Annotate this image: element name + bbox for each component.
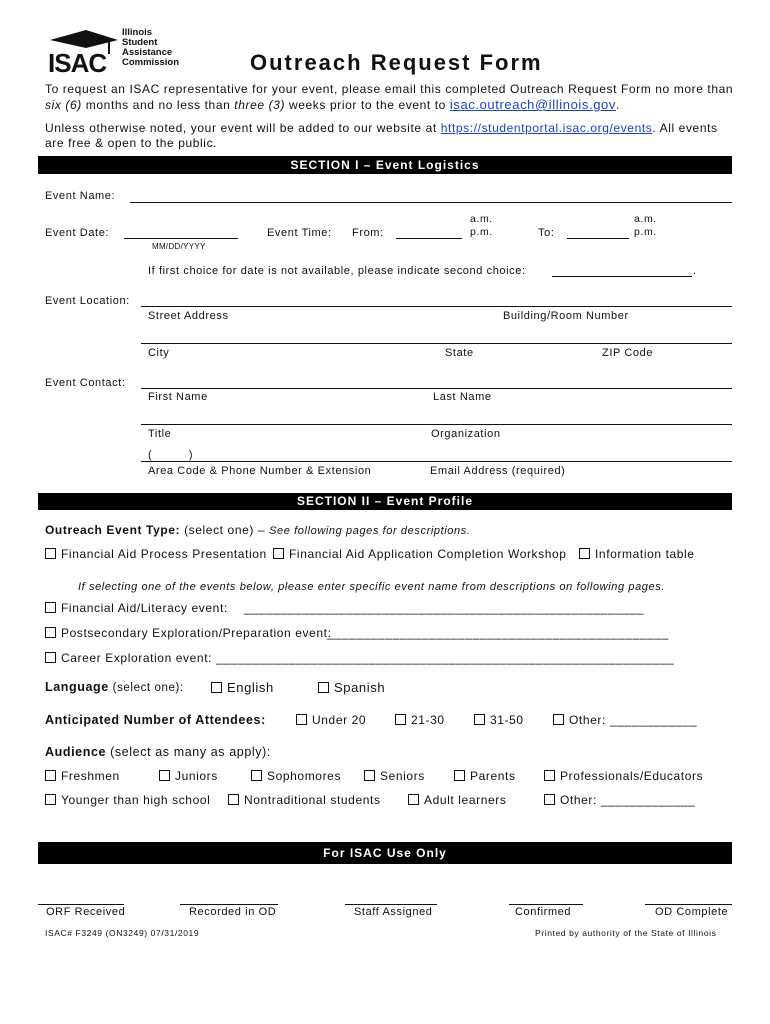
intro-line-2: [45, 97, 620, 112]
svg-text:ISAC: ISAC: [48, 48, 107, 76]
specific-event-note: If selecting one of the events below, please enter specific event name from descriptions on following pages.: [78, 581, 665, 593]
time-to-label: To:: [538, 227, 555, 239]
email-label: Email Address (required): [430, 465, 566, 477]
last-name-label: Last Name: [433, 391, 492, 403]
checkbox[interactable]: [45, 602, 56, 613]
to-ampm: [634, 213, 657, 239]
audience-hint: (select as many as apply):: [106, 745, 271, 759]
checkbox[interactable]: [45, 548, 56, 559]
intro-three: three (3): [234, 98, 286, 112]
fa-literacy-label: Financial Aid/Literacy event:: [61, 601, 228, 615]
logo-line: Student: [122, 37, 158, 48]
option-spanish[interactable]: [318, 680, 385, 695]
recorded-in-od-label: Recorded in OD: [189, 906, 277, 918]
time-to-field[interactable]: [567, 238, 629, 239]
confirmed-field[interactable]: [509, 904, 583, 905]
pm-label: p.m.: [634, 226, 657, 238]
am-label: a.m.: [470, 213, 493, 225]
time-from-label: From:: [352, 227, 384, 239]
audience-label: Audience: [45, 745, 107, 759]
checkbox[interactable]: [474, 714, 485, 725]
logo-line: Commission: [122, 57, 180, 68]
option-freshmen[interactable]: [45, 769, 120, 783]
logo-line: Assistance: [122, 47, 173, 58]
event-type-label: Outreach Event Type:: [45, 523, 181, 537]
postsecondary-label: Postsecondary Exploration/Preparation event:: [61, 626, 332, 640]
checkbox[interactable]: [544, 794, 555, 805]
page-title: Outreach Request Form: [250, 50, 543, 75]
building-label: Building/Room Number: [503, 310, 629, 322]
confirmed-label: Confirmed: [515, 906, 572, 918]
event-date-label: Event Date:: [45, 227, 110, 239]
audience-line: [45, 745, 271, 759]
checkbox[interactable]: [296, 714, 307, 725]
intro-text: To request an ISAC representative for your event, please email this completed Outreach Request Form no more than: [45, 82, 734, 96]
checkbox[interactable]: [395, 714, 406, 725]
option-label: Professionals/Educators: [560, 769, 704, 783]
date-format-hint: MM/DD/YYYY: [152, 242, 206, 251]
event-type-hint: (select one) –: [180, 523, 270, 537]
second-choice-label: If first choice for date is not available, please indicate second choice:: [148, 265, 526, 277]
checkbox[interactable]: [159, 770, 170, 781]
career-field[interactable]: _______________________________________________________________: [216, 651, 675, 665]
checkbox[interactable]: [45, 627, 56, 638]
option-adult-learners[interactable]: [408, 793, 506, 807]
option-label: Nontraditional students: [244, 793, 381, 807]
od-complete-label: OD Complete: [655, 906, 729, 918]
orf-received-label: ORF Received: [46, 906, 126, 918]
checkbox[interactable]: [553, 714, 564, 725]
street-field[interactable]: [141, 306, 732, 307]
option-label: Younger than high school: [61, 793, 211, 807]
intro-line-1: [45, 82, 733, 96]
checkbox[interactable]: [273, 548, 284, 559]
postsecondary-row[interactable]: [45, 626, 332, 640]
phone-email-field[interactable]: [141, 461, 732, 462]
checkbox[interactable]: [579, 548, 590, 559]
second-choice-field[interactable]: [552, 276, 692, 277]
option-parents[interactable]: [454, 769, 516, 783]
option-label: 31-50: [490, 713, 524, 727]
isac-logo: [46, 27, 180, 76]
option-label: Information table: [595, 547, 695, 561]
checkbox[interactable]: [228, 794, 239, 805]
events-website-link[interactable]: https://studentportal.isac.org/events: [440, 121, 653, 135]
organization-label: Organization: [431, 428, 501, 440]
option-seniors[interactable]: [364, 769, 425, 783]
city-state-zip-field[interactable]: [141, 343, 732, 344]
career-label: Career Exploration event:: [61, 651, 213, 665]
intro-text: weeks prior to the event to: [285, 98, 450, 112]
event-type-line: [45, 523, 470, 537]
option-label: Seniors: [380, 769, 425, 783]
event-contact-label: Event Contact:: [45, 377, 126, 389]
from-ampm: [470, 213, 493, 239]
option-label: Spanish: [334, 680, 386, 695]
checkbox[interactable]: [251, 770, 262, 781]
contact-name-field[interactable]: [141, 388, 732, 389]
state-label: State: [445, 347, 474, 359]
option-label: Other: ____________: [569, 713, 698, 727]
checkbox[interactable]: [454, 770, 465, 781]
area-code-parens: ( ): [148, 449, 194, 461]
checkbox[interactable]: [211, 682, 222, 693]
option-label: Sophomores: [267, 769, 342, 783]
title-label: Title: [148, 428, 172, 440]
intro-text: months and no less than: [81, 98, 235, 112]
checkbox[interactable]: [45, 652, 56, 663]
website-note-cont: are free & open to the public.: [45, 136, 218, 150]
website-note-text: Unless otherwise noted, your event will be added to our website at: [45, 121, 441, 135]
city-label: City: [148, 347, 170, 359]
checkbox[interactable]: [544, 770, 555, 781]
staff-assigned-field[interactable]: [345, 904, 437, 905]
checkbox[interactable]: [364, 770, 375, 781]
street-label: Street Address: [148, 310, 229, 322]
option-juniors[interactable]: [159, 769, 218, 783]
option-31-50[interactable]: [474, 713, 524, 727]
option-label: Under 20: [312, 713, 367, 727]
option-label: Freshmen: [61, 769, 120, 783]
option-label: Adult learners: [424, 793, 507, 807]
od-complete-field[interactable]: [645, 904, 732, 905]
option-label: English: [227, 680, 274, 695]
option-label: Financial Aid Process Presentation: [61, 547, 267, 561]
website-note-text: . All events: [652, 121, 718, 135]
language-label: Language: [45, 680, 109, 694]
option-audience-other[interactable]: [544, 793, 695, 807]
first-name-label: First Name: [148, 391, 208, 403]
staff-assigned-label: Staff Assigned: [354, 906, 433, 918]
option-under-20[interactable]: [296, 713, 366, 727]
event-name-label: Event Name:: [45, 190, 116, 202]
option-fa-workshop[interactable]: [273, 547, 567, 561]
intro-six: six (6): [45, 98, 82, 112]
printed-by-authority: Printed by authority of the State of Illinois: [535, 928, 717, 938]
section-2-heading: SECTION II – Event Profile: [38, 493, 732, 510]
recorded-in-od-field[interactable]: [180, 904, 278, 905]
option-sophomores[interactable]: [251, 769, 341, 783]
isac-use-heading: For ISAC Use Only: [38, 842, 732, 864]
pm-label: p.m.: [470, 226, 493, 238]
fa-literacy-field[interactable]: _______________________________________________________: [244, 601, 645, 615]
event-date-field[interactable]: [124, 238, 238, 239]
attendees-label: Anticipated Number of Attendees:: [45, 713, 266, 727]
phone-label: Area Code & Phone Number & Extension: [148, 465, 372, 477]
am-label: a.m.: [634, 213, 657, 225]
section-1-heading: SECTION I – Event Logistics: [38, 156, 732, 174]
checkbox[interactable]: [45, 770, 56, 781]
orf-received-field[interactable]: [38, 904, 124, 905]
option-label: 21-30: [411, 713, 445, 727]
option-nontraditional[interactable]: [228, 793, 381, 807]
intro-text: .: [615, 98, 620, 112]
language-hint: (select one):: [108, 682, 184, 694]
option-younger[interactable]: [45, 793, 210, 807]
option-info-table[interactable]: [579, 547, 695, 561]
option-21-30[interactable]: [395, 713, 445, 727]
logo-line: Illinois: [122, 27, 153, 38]
checkbox[interactable]: [45, 794, 56, 805]
option-english[interactable]: [211, 680, 274, 695]
second-choice-period: .: [693, 265, 697, 277]
postsecondary-field[interactable]: _______________________________________________: [327, 626, 669, 640]
event-name-field[interactable]: [130, 202, 732, 203]
option-label: Financial Aid Application Completion Workshop: [289, 547, 567, 561]
form-id: ISAC# F3249 (ON3249) 07/31/2019: [45, 928, 200, 938]
outreach-email-link[interactable]: isac.outreach@illinois.gov: [449, 97, 616, 112]
website-note: [45, 121, 718, 135]
option-label: Parents: [470, 769, 516, 783]
time-from-field[interactable]: [396, 238, 462, 239]
event-time-label: Event Time:: [267, 227, 332, 239]
checkbox[interactable]: [318, 682, 329, 693]
language-line: [45, 680, 184, 694]
career-row[interactable]: [45, 651, 212, 665]
checkbox[interactable]: [408, 794, 419, 805]
title-org-field[interactable]: [141, 424, 732, 425]
option-label: Other: _____________: [560, 793, 696, 807]
option-professionals[interactable]: [544, 769, 703, 783]
event-type-note: See following pages for descriptions.: [269, 525, 471, 537]
zip-label: ZIP Code: [602, 347, 654, 359]
option-label: Juniors: [175, 769, 218, 783]
option-attendees-other[interactable]: [553, 713, 697, 727]
fa-literacy-row[interactable]: [45, 601, 228, 615]
option-fa-presentation[interactable]: [45, 547, 267, 561]
event-location-label: Event Location:: [45, 295, 130, 307]
